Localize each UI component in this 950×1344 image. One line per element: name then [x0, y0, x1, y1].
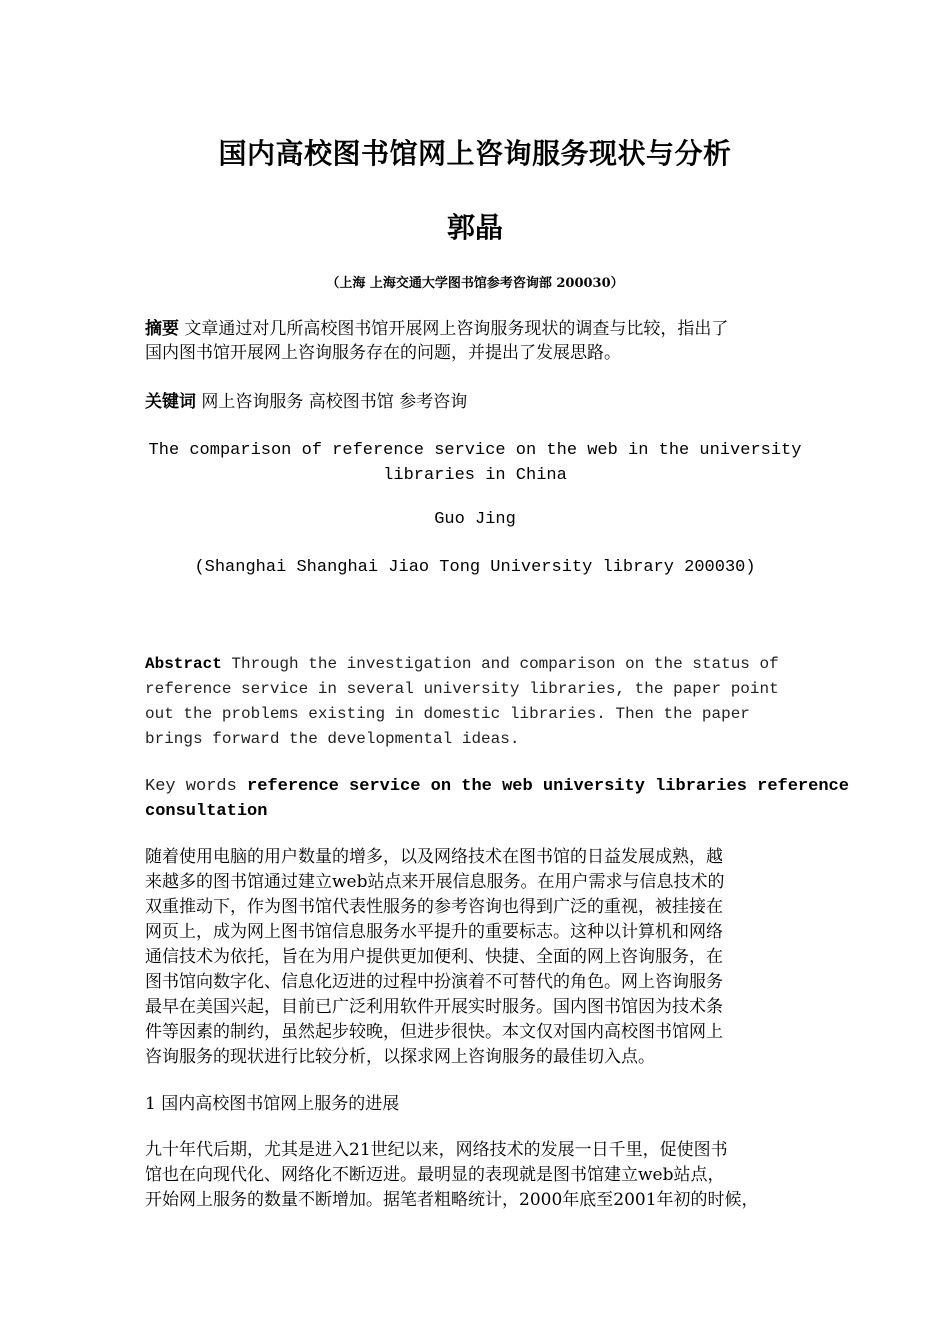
paragraph-line: 最早在美国兴起，目前已广泛利用软件开展实时服务。国内图书馆因为技术条	[145, 997, 723, 1017]
section-heading: 1 国内高校图书馆网上服务的进展	[145, 1094, 400, 1114]
abstract-en-line: Through the investigation and comparison on the status of	[231, 655, 779, 673]
paragraph-line: 随着使用电脑的用户数量的增多，以及网络技术在图书馆的日益发展成熟，越	[145, 847, 723, 867]
intro-paragraph	[145, 845, 810, 1070]
abstract-cn	[145, 317, 810, 365]
author-name: 郭晶	[446, 211, 503, 244]
abstract-cn-line: 文章通过对几所高校图书馆开展网上咨询服务现状的调查与比较，指出了	[184, 319, 729, 339]
abstract-cn-line: 国内图书馆开展网上咨询服务存在的问题，并提出了发展思路。	[145, 343, 621, 363]
paragraph-line: 来越多的图书馆通过建立web站点来开展信息服务。在用户需求与信息技术的	[145, 872, 725, 892]
english-title-line: The comparison of reference service on the web in the university	[148, 441, 802, 460]
keywords-en-line: consultation	[145, 802, 268, 821]
abstract-en-line: brings forward the developmental ideas.	[145, 730, 520, 748]
paragraph-line: 咨询服务的现状进行比较分析，以探求网上咨询服务的最佳切入点。	[145, 1047, 655, 1067]
abstract-en-label: Abstract	[145, 655, 222, 673]
paragraph-line: 九十年代后期，尤其是进入21世纪以来，网络技术的发展一日千里，促使图书	[145, 1140, 728, 1160]
english-title-line: libraries in China	[383, 466, 567, 485]
paragraph-line: 图书馆向数字化、信息化迈进的过程中扮演着不可替代的角色。网上咨询服务	[145, 972, 723, 992]
author-affiliation: （上海 上海交通大学图书馆参考咨询部 200030）	[326, 276, 624, 291]
paragraph-line: 通信技术为依托，旨在为用户提供更加便利、快捷、全面的网上咨询服务，在	[145, 947, 723, 967]
english-title	[145, 438, 805, 488]
english-affiliation: (Shanghai Shanghai Jiao Tong University library 200030)	[194, 558, 756, 577]
paragraph-line: 馆也在向现代化、网络化不断迈进。最明显的表现就是图书馆建立web站点，	[145, 1165, 725, 1185]
paragraph-line: 双重推动下，作为图书馆代表性服务的参考咨询也得到广泛的重视，被挂接在	[145, 897, 723, 917]
paper-title: 国内高校图书馆网上咨询服务现状与分析	[218, 137, 732, 170]
abstract-en-line: out the problems existing in domestic libraries. Then the paper	[145, 705, 750, 723]
keywords-en-line: reference service on the web university libraries reference	[247, 777, 849, 796]
section-paragraph	[145, 1138, 825, 1213]
paragraph-line: 网页上，成为网上图书馆信息服务水平提升的重要标志。这种以计算机和网络	[145, 922, 723, 942]
keywords-en	[145, 774, 849, 824]
paragraph-line: 件等因素的制约，虽然起步较晚，但进步很快。本文仅对国内高校图书馆网上	[145, 1022, 723, 1042]
abstract-en	[145, 652, 805, 752]
paragraph-line: 开始网上服务的数量不断增加。据笔者粗略统计，2000年底至2001年初的时候，	[145, 1190, 759, 1210]
abstract-cn-label: 摘要	[145, 319, 179, 339]
english-author: Guo Jing	[434, 510, 516, 529]
keywords-en-label: Key words	[145, 777, 237, 796]
keywords-cn-text: 网上咨询服务 高校图书馆 参考咨询	[201, 392, 468, 412]
abstract-en-line: reference service in several university libraries, the paper point	[145, 680, 779, 698]
keywords-cn-label: 关键词	[145, 392, 196, 412]
keywords-cn	[145, 390, 810, 414]
